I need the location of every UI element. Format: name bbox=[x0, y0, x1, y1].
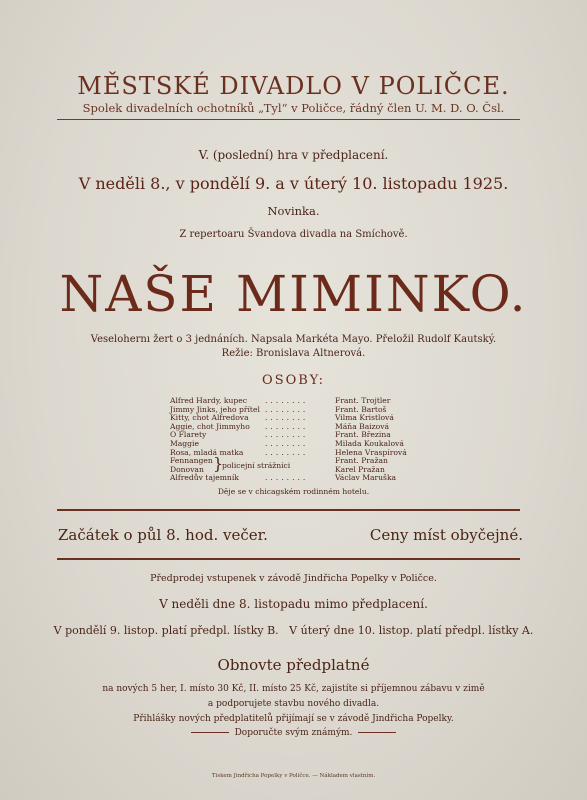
cast-actor: Milada Koukalová bbox=[335, 438, 404, 448]
cast-role: Alfredův tajemník bbox=[170, 473, 239, 483]
brace-mark: } bbox=[213, 453, 224, 473]
repertoire-line: Z repertoaru Švandova divadla na Smíchově. bbox=[179, 229, 408, 240]
cast-actor: Máňa Baizová bbox=[335, 421, 390, 431]
section-rule bbox=[57, 509, 520, 511]
group-label: policejní strážníci bbox=[222, 460, 291, 470]
recommend-line bbox=[0, 728, 587, 738]
cast-actor: Frant. Březina bbox=[335, 430, 391, 440]
cast-actor: Frant. Bartoš bbox=[335, 404, 387, 414]
cast-dots: ........ bbox=[265, 447, 309, 457]
cast-role: Kitty, chot Alfredova bbox=[170, 413, 249, 423]
cast-heading: OSOBY: bbox=[262, 373, 325, 388]
cast-dots: ........ bbox=[265, 421, 309, 431]
cast-dots: ........ bbox=[265, 430, 309, 440]
cast-role: O Flarety bbox=[170, 430, 207, 440]
dash-rule bbox=[191, 732, 229, 733]
cast-actor: Frant. Pražan bbox=[335, 456, 388, 466]
theatre-name: MĚSTSKÉ DIVADLO V POLIČCE. bbox=[77, 72, 510, 100]
cast-role: Fennangen bbox=[170, 456, 213, 466]
cast-dots: ........ bbox=[265, 404, 309, 414]
printer-line: Tiskem Jindřicha Popelky v Poličce. — Nákladem vlastním. bbox=[211, 773, 376, 779]
cast-actor: Frant. Trojtler bbox=[335, 396, 391, 405]
section-rule bbox=[57, 558, 520, 560]
cast-role: Maggie bbox=[170, 438, 199, 448]
cast-role: Rosa, mladá matka bbox=[170, 447, 244, 457]
header-rule bbox=[57, 119, 520, 120]
offer-line: na nových 5 her, I. místo 30 Kč, II. místo 25 Kč, zajistíte si příjemnou zábavu v zimě bbox=[102, 684, 485, 694]
novelty-label: Novinka. bbox=[267, 204, 320, 218]
cast-actor: Vilma Kristlová bbox=[335, 413, 394, 423]
cast-dots: ........ bbox=[265, 396, 309, 405]
sunday-line: V neděli dne 8. listopadu mimo předplacení. bbox=[159, 597, 428, 611]
society-line: Spolek divadelních ochotníků „Tyl“ v Poličce, řádný člen U. M. D. O. Čsl. bbox=[82, 101, 505, 115]
cast-dots: ........ bbox=[265, 438, 309, 448]
performance-dates: V neděli 8., v pondělí 9. a v úterý 10. listopadu 1925. bbox=[78, 174, 509, 193]
play-subtitle: Veselohernı žert o 3 jednáních. Napsala Markéta Mayo. Přeložil Rudolf Kautský. bbox=[90, 334, 497, 345]
cast-role: Aggie, chot Jimmyho bbox=[170, 421, 250, 431]
cast-row bbox=[170, 457, 440, 466]
price-info: Ceny míst obyčejné. bbox=[369, 526, 523, 544]
offer-line: a podporujete stavbu nového divadla. bbox=[207, 699, 380, 709]
presale-line: Předprodej vstupenek v závodě Jindřicha Popelky v Poličce. bbox=[150, 573, 437, 584]
cast-dots: ........ bbox=[265, 473, 309, 483]
cast-role: Jimmy Jinks, jeho přítel bbox=[170, 404, 260, 414]
cast-dots: ........ bbox=[265, 413, 309, 423]
setting-line: Děje se v chicagském rodinném hotelu. bbox=[217, 487, 370, 496]
cast-list bbox=[170, 397, 440, 483]
dash-rule bbox=[358, 732, 396, 733]
cast-actor: Helena Vraspírová bbox=[335, 447, 407, 457]
start-time: Začátek o půl 8. hod. večer. bbox=[58, 526, 268, 544]
tickets-line: V pondělí 9. listop. platí předpl. lístky B. V úterý dne 10. listop. platí předpl. lístky A. bbox=[53, 624, 534, 637]
cast-role: Donovan bbox=[170, 464, 204, 474]
renew-heading: Obnovte předplatné bbox=[217, 656, 370, 674]
cast-role: Alfred Hardy, kupec bbox=[170, 396, 247, 405]
cast-actor: Václav Maruška bbox=[335, 473, 397, 483]
play-title: NAŠE MIMINKO. bbox=[59, 265, 528, 323]
cast-actor: Karel Pražan bbox=[335, 464, 385, 474]
subscription-note: V. (poslední) hra v předplacení. bbox=[198, 148, 389, 162]
recommend-text: Doporučte svým známým. bbox=[234, 728, 353, 738]
cast-row bbox=[170, 474, 440, 483]
director-line: Režie: Bronislava Altnerová. bbox=[221, 348, 366, 359]
offer-line: Přihlášky nových předplatitelů přijímají se v závodě Jindřicha Popelky. bbox=[133, 714, 454, 724]
